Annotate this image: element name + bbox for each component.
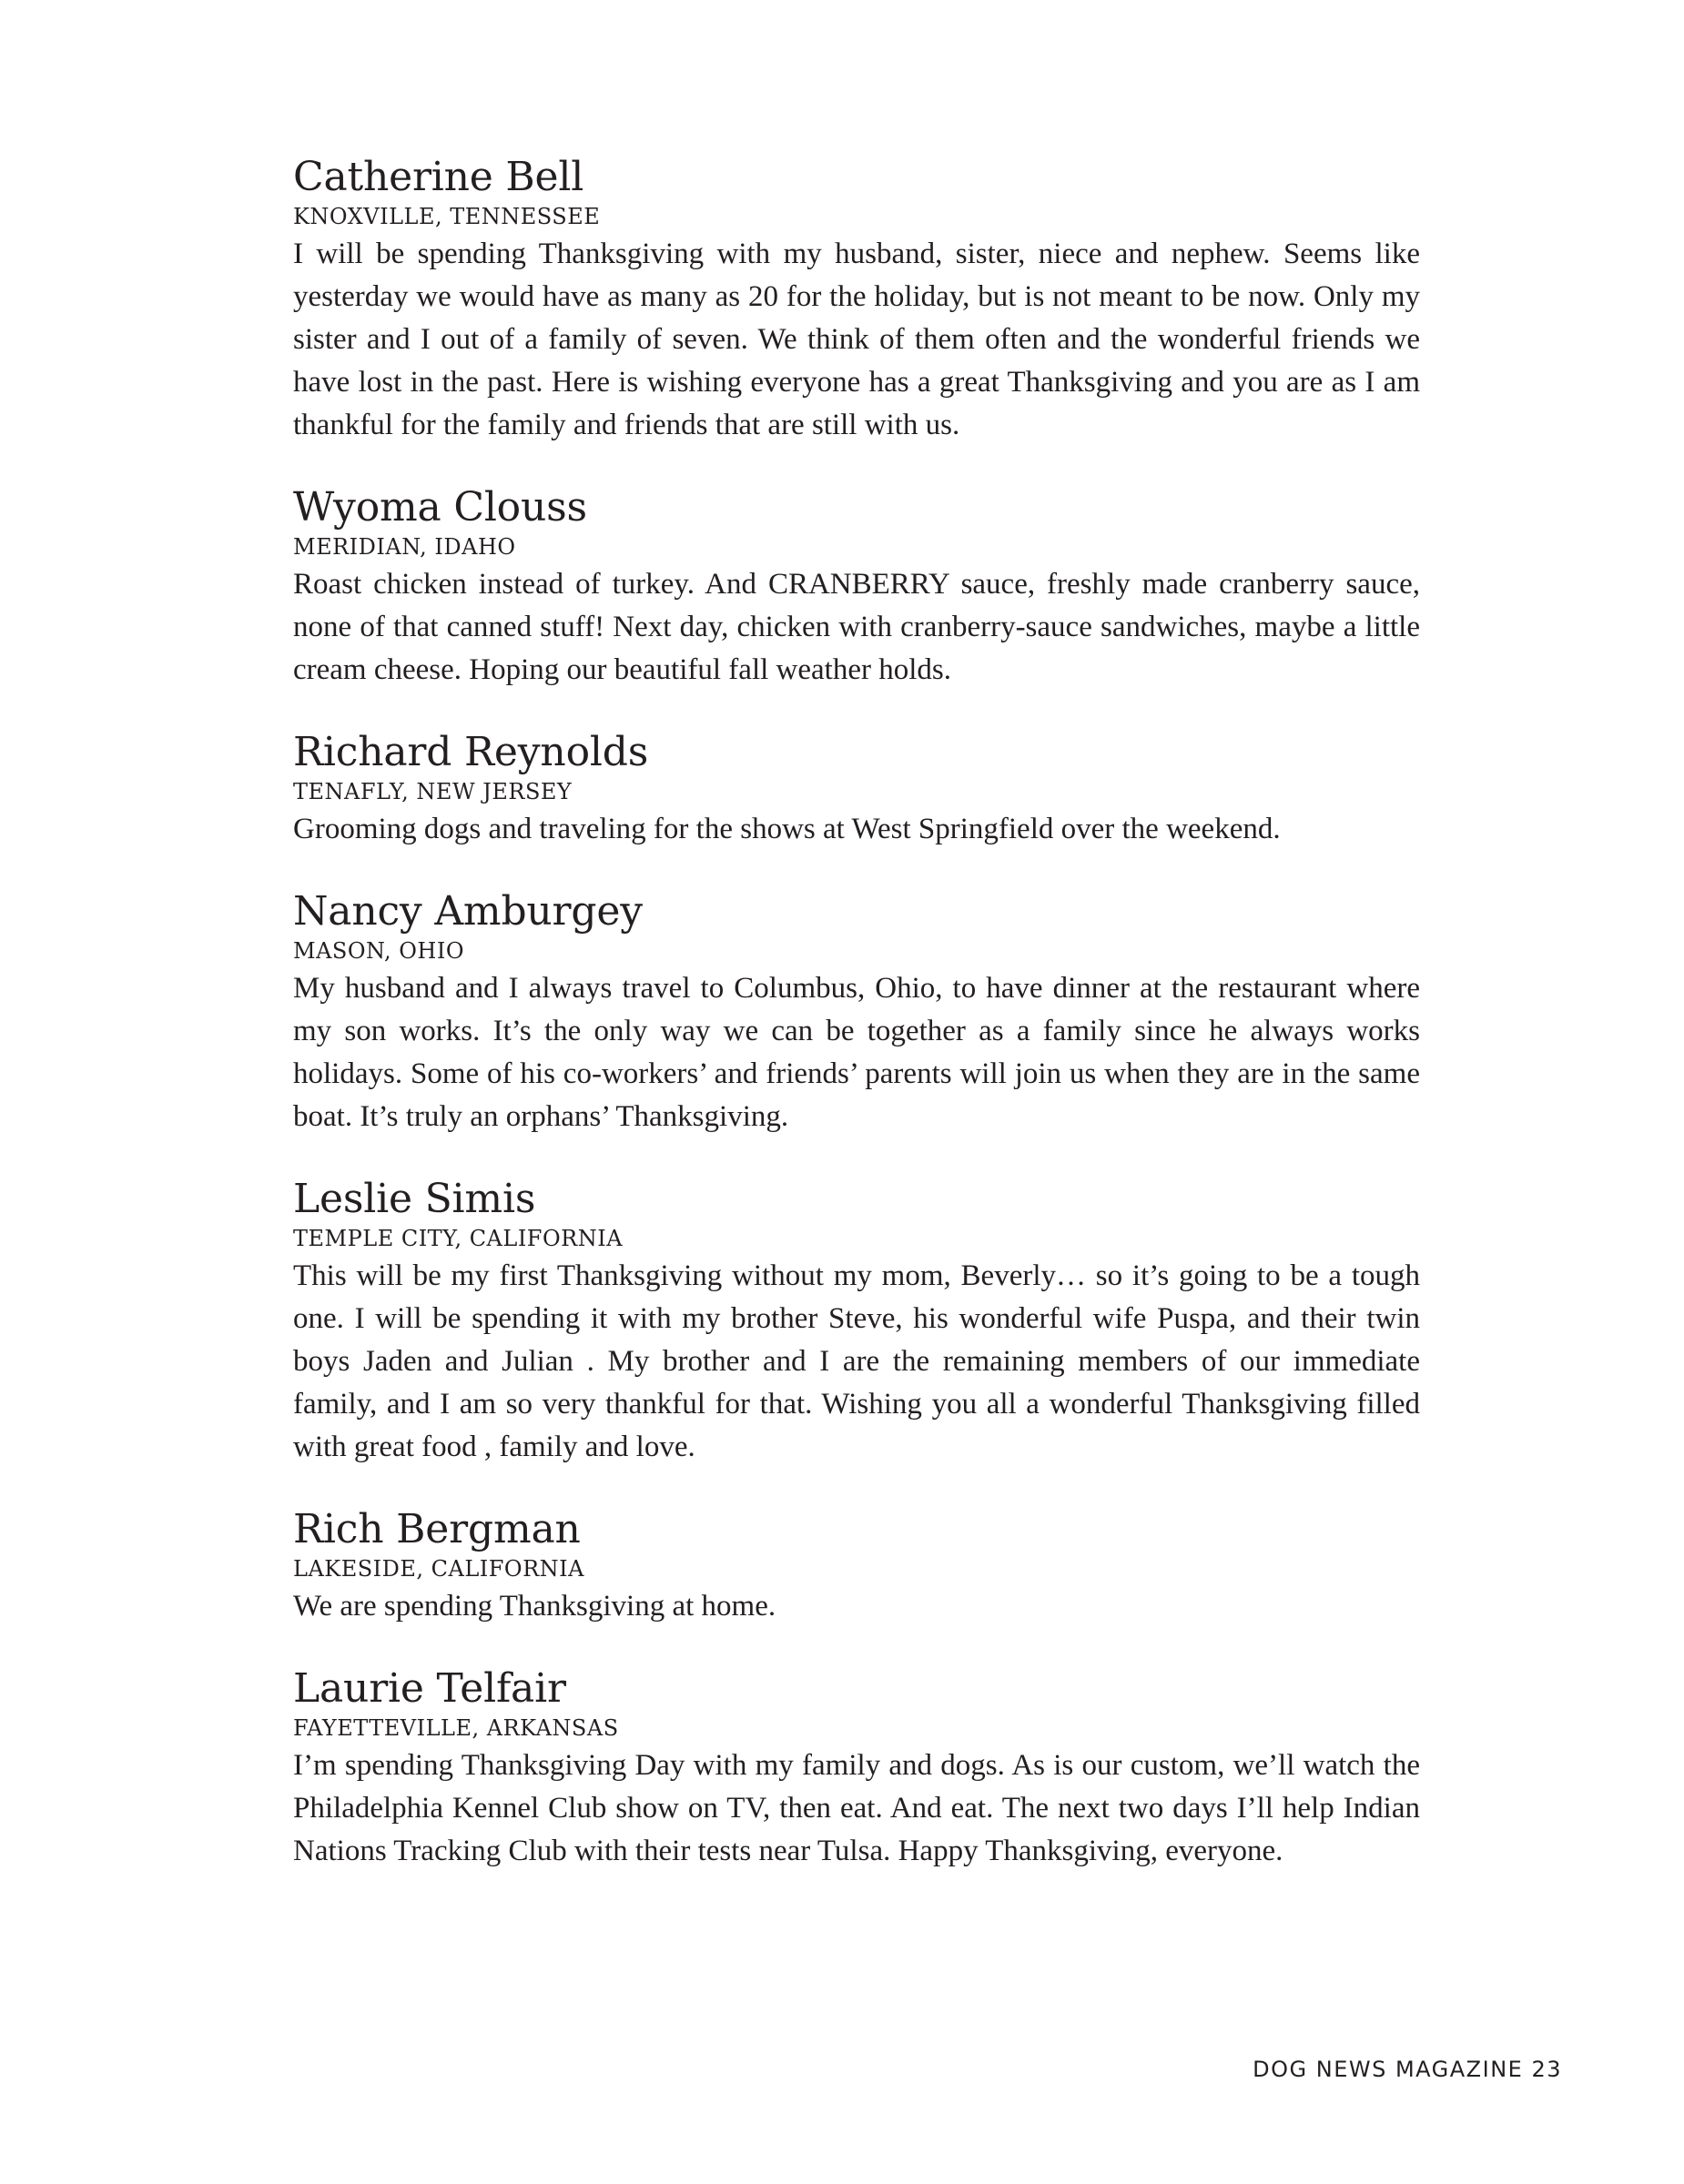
entry-name: Nancy Amburgey	[293, 888, 643, 935]
entry-text: My husband and I always travel to Columbus, Ohio, to have dinner at the restaurant where my son works. It’s the only way we can be together as a family since he always works holidays. Some of his co-workers’ and friends’ parents will join us when they are in the same boat. It’s truly an orphans’ Thanksgiving.	[293, 972, 1420, 1133]
entry-laurie-telfair	[293, 1666, 1420, 1873]
entry-name: Leslie Simis	[293, 1176, 536, 1222]
entry-text: We are spending Thanksgiving at home.	[293, 1590, 776, 1623]
entry-nancy-amburgey	[293, 889, 1420, 1138]
entry-text: This will be my first Thanksgiving without my mom, Beverly… so it’s going to be a tough one. I will be spending it with my brother Steve, his wonderful wife Puspa, and their twin boys Jaden and Julian . My brother and I are the remaining members of our immediate family, and I am so very thankful for that. Wishing you all a wonderful Thanksgiving filled with great food , family and love.	[293, 1259, 1420, 1463]
entry-location: KNOXVILLE, TENNESSEE	[293, 204, 601, 229]
entry-text: I’m spending Thanksgiving Day with my family and dogs. As is our custom, we’ll watch the Philadelphia Kennel Club show on TV, then eat. And eat. The next two days I’ll help Indian Nations Tracking Club with their tests near Tulsa. Happy Thanksgiving, everyone.	[293, 1749, 1420, 1867]
entry-name: Catherine Bell	[293, 154, 584, 200]
entry-leslie-simis	[293, 1177, 1420, 1469]
entry-name: Rich Bergman	[293, 1506, 581, 1552]
entry-wyoma-clouss	[293, 485, 1420, 692]
entry-text: Grooming dogs and traveling for the shows at West Springfield over the weekend.	[293, 813, 1281, 845]
entry-location: TENAFLY, NEW JERSEY	[293, 779, 573, 804]
entry-location: TEMPLE CITY, CALIFORNIA	[293, 1226, 624, 1251]
entry-text: Roast chicken instead of turkey. And CRANBERRY sauce, freshly made cranberry sauce, none of that canned stuff! Next day, chicken with cranberry-sauce sandwiches, maybe a little cream cheese. Hoping our beautiful fall weather holds.	[293, 568, 1420, 686]
entry-name: Richard Reynolds	[293, 729, 649, 775]
entry-location: MERIDIAN, IDAHO	[293, 534, 516, 560]
entry-name: Wyoma Clouss	[293, 484, 587, 531]
entry-text: I will be spending Thanksgiving with my husband, sister, niece and nephew. Seems like yesterday we would have as many as 20 for the holiday, but is not meant to be now. Only my sister and I out of a family of seven. We think of them often and the wonderful friends we have lost in the past. Here is wishing everyone has a great Thanksgiving and you are as I am thankful for the family and friends that are still with us.	[293, 238, 1420, 441]
entry-catherine-bell	[293, 155, 1420, 447]
entry-location: FAYETTEVILLE, ARKANSAS	[293, 1715, 619, 1741]
article-body	[293, 155, 1420, 1911]
page-footer: DOG NEWS MAGAZINE 23	[1253, 2057, 1562, 2082]
entry-name: Laurie Telfair	[293, 1665, 566, 1712]
entry-richard-reynolds	[293, 730, 1420, 851]
entry-location: LAKESIDE, CALIFORNIA	[293, 1556, 584, 1582]
entry-rich-bergman	[293, 1507, 1420, 1628]
entry-location: MASON, OHIO	[293, 938, 465, 964]
